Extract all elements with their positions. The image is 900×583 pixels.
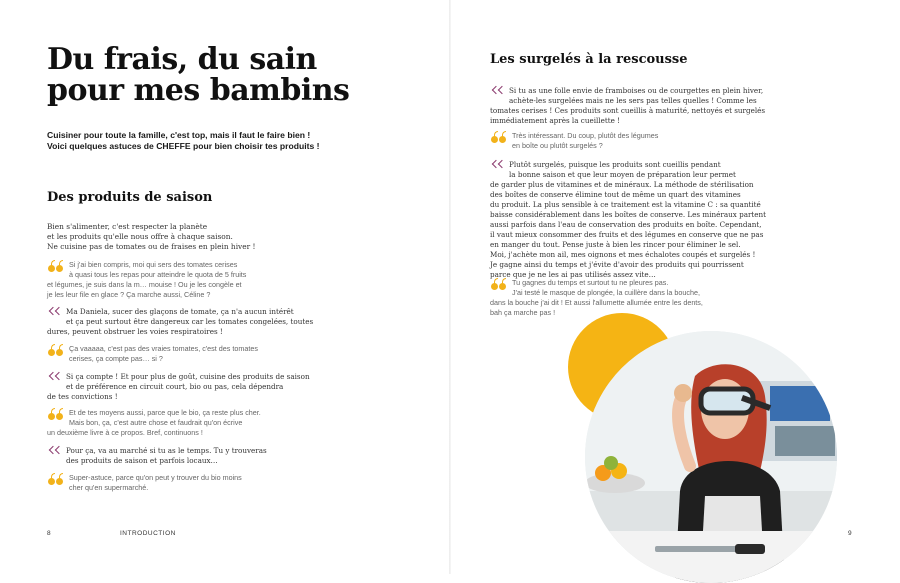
- page-number-right: 9: [848, 530, 852, 537]
- dialogue-kid: [490, 278, 780, 318]
- dialogue-line: et légumes, je suis dans la m… mouise ! Ou je les congèle et: [47, 280, 242, 289]
- dialogue-line: de garder plus de vitamines et de minéraux. La méthode de stérilisation: [490, 180, 754, 189]
- dialogue-chef: [490, 160, 780, 280]
- dialogue-line: il vaut mieux consommer des fruits et des légumes en conserve que ne pas: [490, 230, 764, 239]
- dialogue-line: parce que je ne les ai pas utilisés assez vite…: [490, 270, 656, 279]
- quote-dots-icon: [490, 131, 508, 143]
- dialogue-chef: [490, 86, 770, 126]
- lead-paragraph: [47, 222, 347, 252]
- dialogue-line: de tes convictions !: [47, 392, 118, 401]
- dialogue-line: Si j'ai bien compris, moi qui sers des tomates cerises: [69, 260, 238, 269]
- page-number-left: 8: [47, 530, 51, 537]
- dialogue-chef: [47, 307, 347, 337]
- dialogue-line: je les leur file en glace ? Ça marche aussi, Céline ?: [47, 290, 211, 299]
- quote-dots-icon: [47, 408, 65, 420]
- page-gutter: [449, 0, 451, 574]
- lead-line: Ne cuisine pas de tomates ou de fraises en plein hiver !: [47, 242, 256, 251]
- dialogue-text: [47, 473, 347, 493]
- dialogue-line: du produit. La plus sensible à ce traitement est la vitamine C : sa quantité: [490, 200, 761, 209]
- dialogue-line: et ça peut surtout être dangereux car les tomates congelées, toutes: [66, 317, 314, 326]
- dialogue-line: et de préférence en circuit court, bio ou pas, cela dépendra: [66, 382, 284, 391]
- dialogue-line: dans la bouche j'ai dit ! Et aussi l'allumette allumée entre les dents,: [490, 298, 703, 307]
- chapter-title-line1: Du frais, du sain: [47, 42, 317, 77]
- dialogue-line: des produits de saison et parfois locaux…: [66, 456, 218, 465]
- intro-line: Cuisiner pour toute la famille, c'est top, mais il faut le faire bien !: [47, 130, 311, 140]
- dialogue-kid: [47, 408, 347, 438]
- dialogue-line: Plutôt surgelés, puisque les produits sont cueillis pendant: [509, 160, 721, 169]
- dialogue-line: achète-les surgelées mais ne les sers pas telles quelles ! Comme les: [509, 96, 757, 105]
- dialogue-line: Et de tes moyens aussi, parce que le bio, ça reste plus cher.: [69, 408, 261, 417]
- double-chevron-icon: [490, 160, 508, 172]
- double-chevron-icon: [47, 307, 65, 319]
- dialogue-text: [490, 160, 780, 280]
- dialogue-line: cher qu'en supermarché.: [69, 483, 149, 492]
- quote-dots-icon: [47, 473, 65, 485]
- dialogue-line: Ça vaaaaa, c'est pas des vraies tomates, c'est des tomates: [69, 344, 258, 353]
- dialogue-text: [490, 131, 770, 151]
- dialogue-line: J'ai testé le masque de plongée, la cuillère dans la bouche,: [512, 288, 700, 297]
- dialogue-line: Ma Daniela, sucer des glaçons de tomate, ça n'a aucun intérêt: [66, 307, 294, 316]
- dialogue-line: Tu gagnes du temps et surtout tu ne pleures pas.: [512, 278, 669, 287]
- dialogue-line: Mais bon, ça, c'est autre chose et faudrait qu'on écrive: [69, 418, 243, 427]
- chapter-title-line2: pour mes bambins: [47, 73, 350, 108]
- dialogue-line: à quasi tous les repas pour atteindre le quota de 5 fruits: [69, 270, 247, 279]
- dialogue-text: [47, 307, 347, 337]
- dialogue-line: dures, peuvent obstruer les voies respiratoires !: [47, 327, 223, 336]
- dialogue-kid: [47, 260, 347, 300]
- dialogue-line: cerises, ça compte pas… si ?: [69, 354, 163, 363]
- quote-dots-icon: [47, 260, 65, 272]
- dialogue-line: la bonne saison et que leur moyen de préparation leur permet: [509, 170, 736, 179]
- dialogue-kid: [490, 131, 770, 151]
- dialogue-line: tomates cerises ! Ces produits sont cueillis à maturité, nettoyés et surgelés: [490, 106, 766, 115]
- dialogue-chef: [47, 372, 347, 402]
- dialogue-text: [490, 86, 770, 126]
- chef-photo: [585, 331, 837, 583]
- dialogue-line: Je gagne ainsi du temps et j'évite d'avoir des produits qui pourrissent: [490, 260, 744, 269]
- double-chevron-icon: [47, 446, 65, 458]
- double-chevron-icon: [47, 372, 65, 384]
- dialogue-chef: [47, 446, 347, 466]
- lead-line: Bien s'alimenter, c'est respecter la planète: [47, 222, 208, 231]
- dialogue-line: des boîtes de conserve élimine tout de même un quart des vitamines: [490, 190, 741, 199]
- dialogue-line: un deuxième livre à ce propos. Bref, continuons !: [47, 428, 203, 437]
- dialogue-text: [47, 344, 347, 364]
- dialogue-line: en boîte ou plutôt surgelés ?: [512, 141, 603, 150]
- dialogue-line: Si ça compte ! Et pour plus de goût, cuisine des produits de saison: [66, 372, 310, 381]
- section-title-surgeles: Les surgelés à la rescousse: [490, 52, 688, 67]
- dialogue-line: Très intéressant. Du coup, plutôt des légumes: [512, 131, 659, 140]
- dialogue-text: [47, 260, 347, 300]
- running-head: INTRODUCTION: [120, 530, 176, 537]
- section-title-saison: Des produits de saison: [47, 190, 213, 205]
- dialogue-line: Si tu as une folle envie de framboises ou de courgettes en plein hiver,: [509, 86, 764, 95]
- quote-dots-icon: [47, 344, 65, 356]
- dialogue-line: en manger du tout. Pense juste à bien les rincer pour éliminer le sel.: [490, 240, 741, 249]
- chapter-title: [47, 44, 377, 106]
- dialogue-kid: [47, 473, 347, 493]
- chef-illustration-svg: [585, 331, 837, 583]
- lead-line: et les produits qu'elle nous offre à chaque saison.: [47, 232, 233, 241]
- dialogue-text: [490, 278, 780, 318]
- dialogue-line: Pour ça, va au marché si tu as le temps. Tu y trouveras: [66, 446, 267, 455]
- intro-line: Voici quelques astuces de CHEFFE pour bien choisir tes produits !: [47, 141, 320, 151]
- dialogue-line: aussi parfois dans l'eau de conservation des produits en boîte. Cependant,: [490, 220, 762, 229]
- dialogue-line: Moi, j'achète mon ail, mes oignons et mes échalotes coupés et surgelés !: [490, 250, 756, 259]
- dialogue-kid: [47, 344, 347, 364]
- dialogue-text: [47, 408, 347, 438]
- double-chevron-icon: [490, 86, 508, 98]
- quote-dots-icon: [490, 278, 508, 290]
- dialogue-line: immédiatement après la cueillette !: [490, 116, 621, 125]
- dialogue-line: bah ça marche pas !: [490, 308, 556, 317]
- dialogue-text: [47, 372, 347, 402]
- dialogue-line: baisse considérablement dans les boîtes de conserve. Les minéraux partent: [490, 210, 767, 219]
- dialogue-line: Super-astuce, parce qu'on peut y trouver du bio moins: [69, 473, 242, 482]
- dialogue-text: [47, 446, 347, 466]
- intro-text: [47, 130, 347, 152]
